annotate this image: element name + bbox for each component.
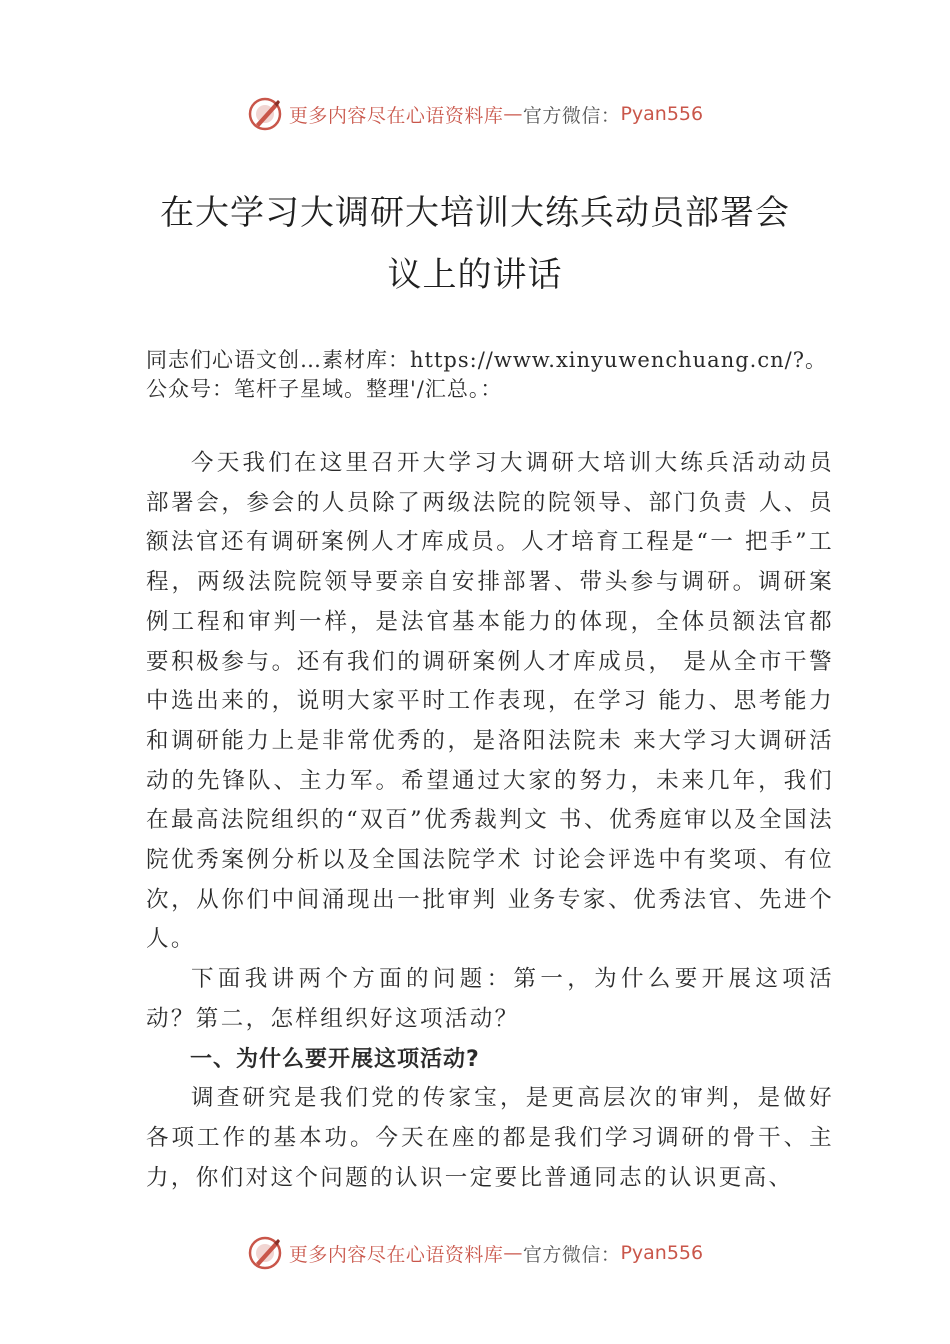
banner-wechat-label: 官方微信： — [522, 1243, 621, 1266]
pen-logo-icon — [247, 96, 283, 132]
banner-wechat-id: Pyan556 — [620, 1242, 704, 1264]
document-title — [0, 182, 950, 306]
title-line-1: 在大学习大调研大培训大练兵动员部署会 — [160, 193, 790, 233]
banner-wechat-label: 官方微信： — [522, 104, 621, 127]
banner-slogan: 更多内容尽在心语资料库 — [288, 1243, 504, 1266]
pen-logo-icon — [247, 1235, 283, 1271]
banner-dash: — — [503, 103, 523, 125]
section-heading-1: 一、为什么要开展这项活动? — [190, 1046, 480, 1072]
footer-banner — [0, 1233, 950, 1273]
banner-dash: — — [503, 1242, 523, 1264]
document-body — [146, 444, 834, 1198]
title-line-2: 议上的讲话 — [387, 255, 563, 295]
paragraph-2: 下面我讲两个方面的问题：第一，为什么要开展这项活动？第二，怎样组织好这项活动？ — [146, 966, 834, 1032]
paragraph-1: 今天我们在这里召开大学习大调研大培训大练兵活动动员部署会，参会的人员除了两级法院的院领导、部门负责 人、员额法官还有调研案例人才库成员。人才培育工程是“一 把手”工程，两级法院院领导要亲自安排部署、带头参与调研。调研案例工程和审判一样，是法官基本能力的体现，全体员额法官都要积极参与。还有我们的调研案例人才库成员， 是从全市干警中选出来的，说明大家平时工作表现，在学习 能力、思考能力和调研能力上是非常优秀的，是洛阳法院未 来大学习大调研活动的先锋队、主力军。希望通过大家的努力，未来几年，我们在最高法院组织的“双百”优秀裁判文 书、优秀庭审以及全国法院优秀案例分析以及全国法院学术 讨论会评选中有奖项、有位次，从你们中间涌现出一批审判 业务专家、优秀法官、先进个人。 — [146, 450, 834, 953]
banner-wechat-id: Pyan556 — [620, 103, 704, 125]
paragraph-3: 调查研究是我们党的传家宝，是更高层次的审判，是做好各项工作的基本功。今天在座的都是我们学习调研的骨干、主力，你们对这个问题的认识一定要比普通同志的认识更高、 — [146, 1085, 834, 1191]
intro-line: 同志们心语文创…素材库：https://www.xinyuwenchuang.cn/?。公众号：笔杆子星域。整理'/汇总。： — [146, 348, 827, 401]
banner-slogan: 更多内容尽在心语资料库 — [288, 104, 504, 127]
header-banner — [0, 94, 950, 134]
